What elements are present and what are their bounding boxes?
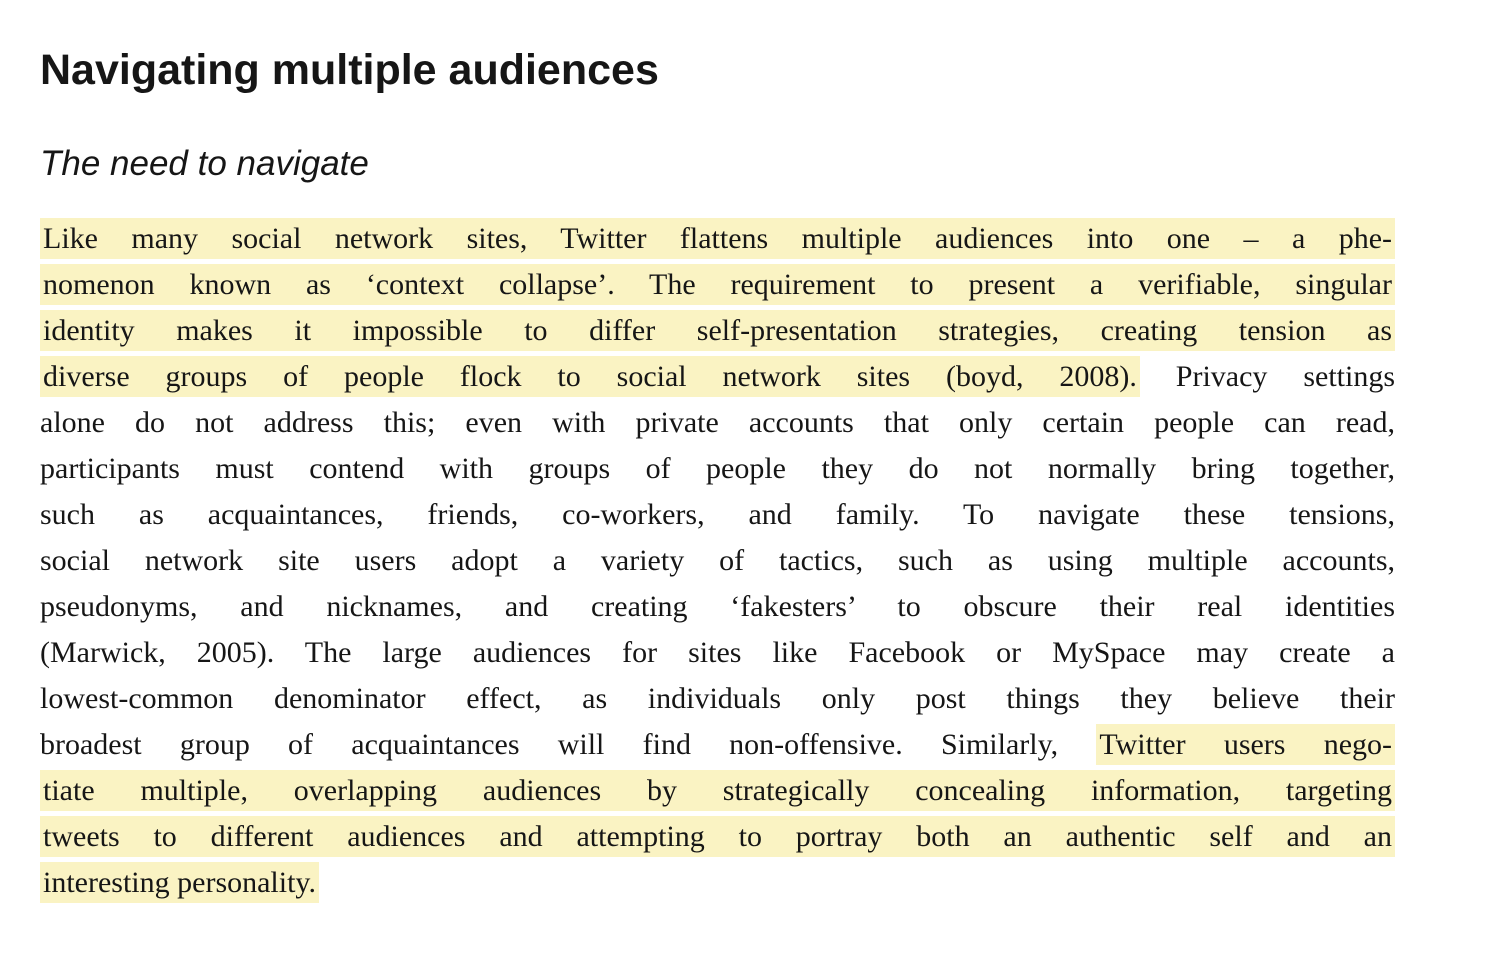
highlighted-text: interesting personality.	[40, 862, 319, 903]
highlighted-text: diverse groups of people flock to social network sites (boyd, 2008).	[40, 356, 1140, 397]
text-line	[40, 400, 1395, 446]
highlighted-text: Like many social network sites, Twitter flattens multiple audiences into one – a phe-	[40, 218, 1395, 259]
text-line	[40, 262, 1395, 308]
plain-text: broadest group of acquaintances will find non-offensive. Similarly,	[40, 728, 1097, 761]
text-line	[40, 308, 1395, 354]
text-line	[40, 630, 1395, 676]
plain-text: pseudonyms, and nicknames, and creating ‘fakesters’ to obscure their real identities	[40, 590, 1395, 623]
text-line	[40, 446, 1395, 492]
plain-text: lowest-common denominator effect, as individuals only post things they believe their	[40, 682, 1395, 715]
highlighted-text: tweets to different audiences and attempting to portray both an authentic self and an	[40, 816, 1395, 857]
text-line	[40, 768, 1395, 814]
highlighted-text: nomenon known as ‘context collapse’. The requirement to present a verifiable, singular	[40, 264, 1395, 305]
text-line	[40, 354, 1395, 400]
section-heading: Navigating multiple audiences	[40, 46, 659, 94]
highlighted-text: Twitter users nego-	[1096, 724, 1395, 765]
body-paragraph	[40, 216, 1395, 906]
subsection-heading: The need to navigate	[40, 144, 369, 183]
text-line	[40, 492, 1395, 538]
text-line	[40, 860, 1395, 906]
plain-text: (Marwick, 2005). The large audiences for sites like Facebook or MySpace may create a	[40, 636, 1395, 669]
plain-text: alone do not address this; even with private accounts that only certain people can read,	[40, 406, 1395, 439]
text-line	[40, 676, 1395, 722]
plain-text: such as acquaintances, friends, co-workers, and family. To navigate these tensions,	[40, 498, 1395, 531]
text-line	[40, 538, 1395, 584]
text-line	[40, 722, 1395, 768]
plain-text: participants must contend with groups of people they do not normally bring together,	[40, 452, 1395, 485]
text-line	[40, 814, 1395, 860]
plain-text: Privacy settings	[1139, 360, 1395, 393]
highlighted-text: tiate multiple, overlapping audiences by strategically concealing information, targeting	[40, 770, 1395, 811]
text-line	[40, 584, 1395, 630]
highlighted-text: identity makes it impossible to differ self-presentation strategies, creating tension as	[40, 310, 1395, 351]
plain-text: social network site users adopt a variety of tactics, such as using multiple accounts,	[40, 544, 1395, 577]
text-line	[40, 216, 1395, 262]
